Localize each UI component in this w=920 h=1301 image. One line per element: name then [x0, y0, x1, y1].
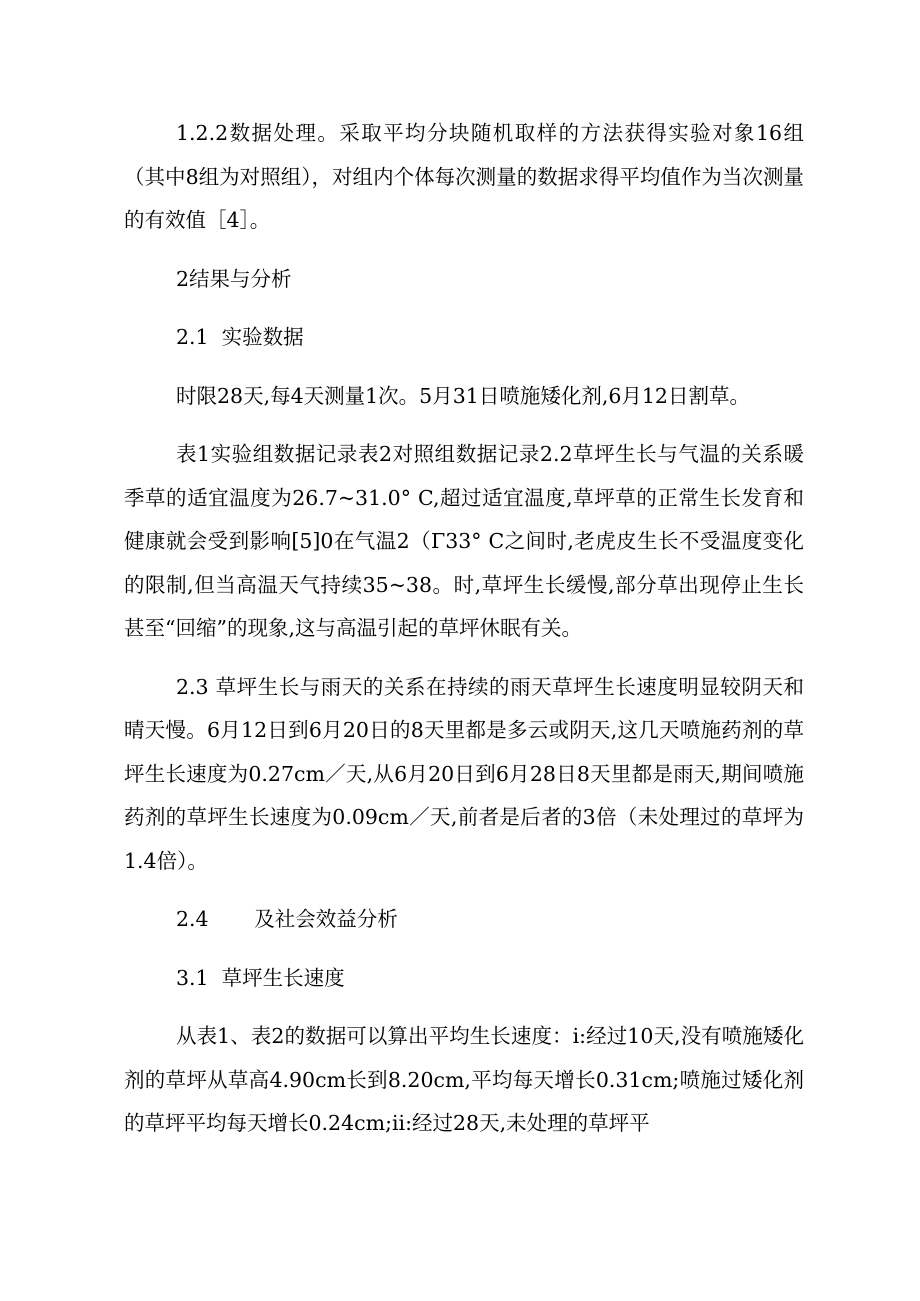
paragraph-data-processing: 1.2.2数据处理。采取平均分块随机取样的方法获得实验对象16组（其中8组为对照组），对组内个体每次测量的数据求得平均值作为当次测量的有效值［4］。	[124, 121, 804, 232]
heading-social-benefit: 2.4 及社会效益分析	[176, 907, 398, 931]
heading-experiment-data: 2.1 实验数据	[176, 325, 304, 349]
paragraph-temperature-relation: 表1实验组数据记录表2对照组数据记录2.2草坪生长与气温的关系暖季草的适宜温度为26.7~31.0° C,超过适宜温度,草坪草的正常生长发育和健康就会受到影响[5]0在气温2（Γ33° C之间时,老虎皮生长不受温度变化的限制,但当高温天气持续35~38。时,草坪生长缓慢,部分草出现停止生长甚至“回缩”的现象,这与高温引起的草坪休眠有关。	[124, 442, 804, 640]
paragraph-time-limit: 时限28天,每4天测量1次。5月31日喷施矮化剂,6月12日割草。	[176, 383, 750, 408]
heading-results-analysis: 2结果与分析	[176, 266, 292, 291]
heading-growth-speed: 3.1 草坪生长速度	[176, 965, 345, 990]
paragraph-rain-relation: 2.3 草坪生长与雨天的关系在持续的雨天草坪生长速度明显较阴天和晴天慢。6月12日到6月20日的8天里都是多云或阴天,这几天喷施药剂的草坪生长速度为0.27cm／天,从6月20日到6月28日8天里都是雨天,期间喷施药剂的草坪生长速度为0.09cm／天,前者是后者的3倍（未处理过的草坪为1.4倍）。	[124, 674, 804, 873]
document-body	[124, 112, 804, 1161]
paragraph-average-growth: 从表1、表2的数据可以算出平均生长速度：i:经过10天,没有喷施矮化剂的草坪从草高4.90cm长到8.20cm,平均每天增长0.31cm;喷施过矮化剂的草坪平均每天增长0.24cm;ii:经过28天,未处理的草坪平	[124, 1024, 804, 1135]
